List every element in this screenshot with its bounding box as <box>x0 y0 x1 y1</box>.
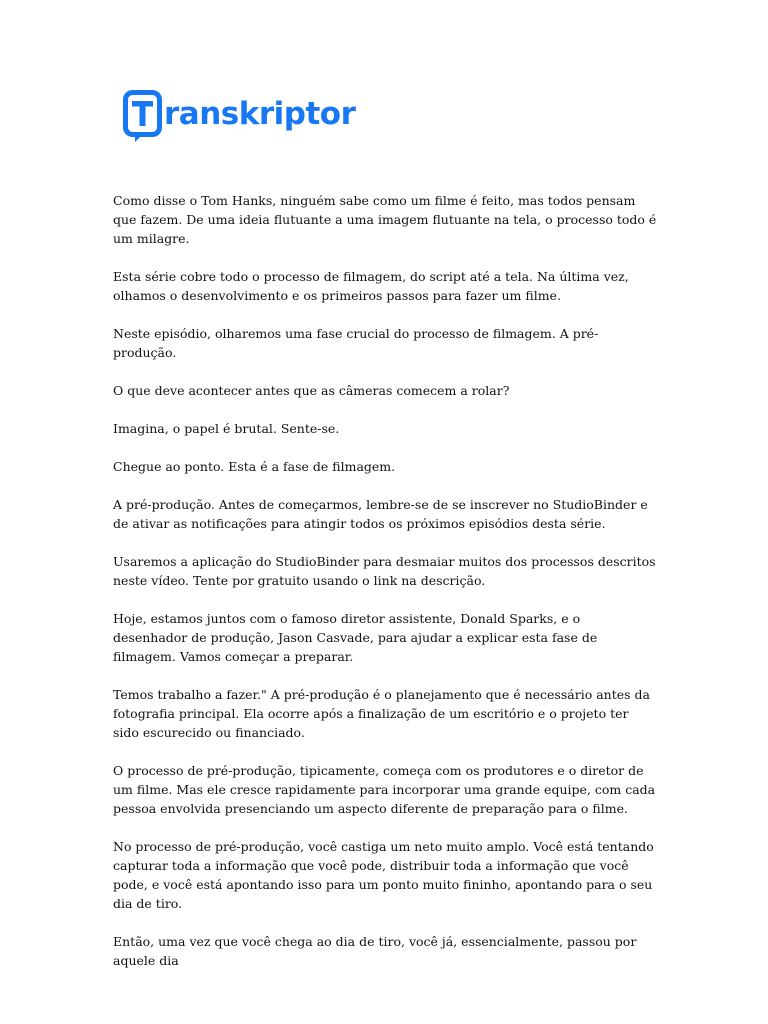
paragraph: A pré-produção. Antes de começarmos, lembre-se de se inscrever no StudioBinder e de ativar as notificações para atingir todos os próximos episódios desta série. <box>113 497 648 531</box>
paragraph: Temos trabalho a fazer." A pré-produção é o planejamento que é necessário antes da fotografia principal. Ela ocorre após a finalização de um escritório e o projeto ter sido escurecido ou financiado. <box>113 687 650 740</box>
transkriptor-logo <box>123 90 355 144</box>
paragraph: No processo de pré-produção, você castiga um neto muito amplo. Você está tentando capturar toda a informação que você pode, distribuir toda a informação que você pode, e você está apontando isso para um ponto muito fininho, apontando para o seu dia de tiro. <box>113 839 654 911</box>
paragraph: Hoje, estamos juntos com o famoso diretor assistente, Donald Sparks, e o desenhador de produção, Jason Casvade, para ajudar a explicar esta fase de filmagem. Vamos começar a preparar. <box>113 611 598 664</box>
paragraph: Esta série cobre todo o processo de filmagem, do script até a tela. Na última vez, olhamos o desenvolvimento e os primeiros passos para fazer um filme. <box>113 269 629 303</box>
paragraph: Neste episódio, olharemos uma fase crucial do processo de filmagem. A pré-produção. <box>113 326 599 360</box>
transkriptor-logo-icon <box>123 90 163 144</box>
paragraph: Então, uma vez que você chega ao dia de tiro, você já, essencialmente, passou por aquele dia <box>113 934 637 968</box>
paragraph: Como disse o Tom Hanks, ninguém sabe como um filme é feito, mas todos pensam que fazem. De uma ideia flutuante a uma imagem flutuante na tela, o processo todo é um milagre. <box>113 193 657 246</box>
paragraph: Chegue ao ponto. Esta é a fase de filmagem. <box>113 459 396 474</box>
logo-wordmark: ranskriptor <box>164 95 356 132</box>
paragraph: Usaremos a aplicação do StudioBinder para desmaiar muitos dos processos descritos neste vídeo. Tente por gratuito usando o link na descrição. <box>113 554 656 588</box>
paragraph: O processo de pré-produção, tipicamente, começa com os produtores e o diretor de um filme. Mas ele cresce rapidamente para incorporar uma grande equipe, com cada pessoa envolvida presenciando um aspecto diferente de preparação para o filme. <box>113 763 656 816</box>
paragraph: O que deve acontecer antes que as câmeras comecem a rolar? <box>113 383 510 398</box>
paragraph: Imagina, o papel é brutal. Sente-se. <box>113 421 340 436</box>
transcript-body <box>113 191 658 989</box>
